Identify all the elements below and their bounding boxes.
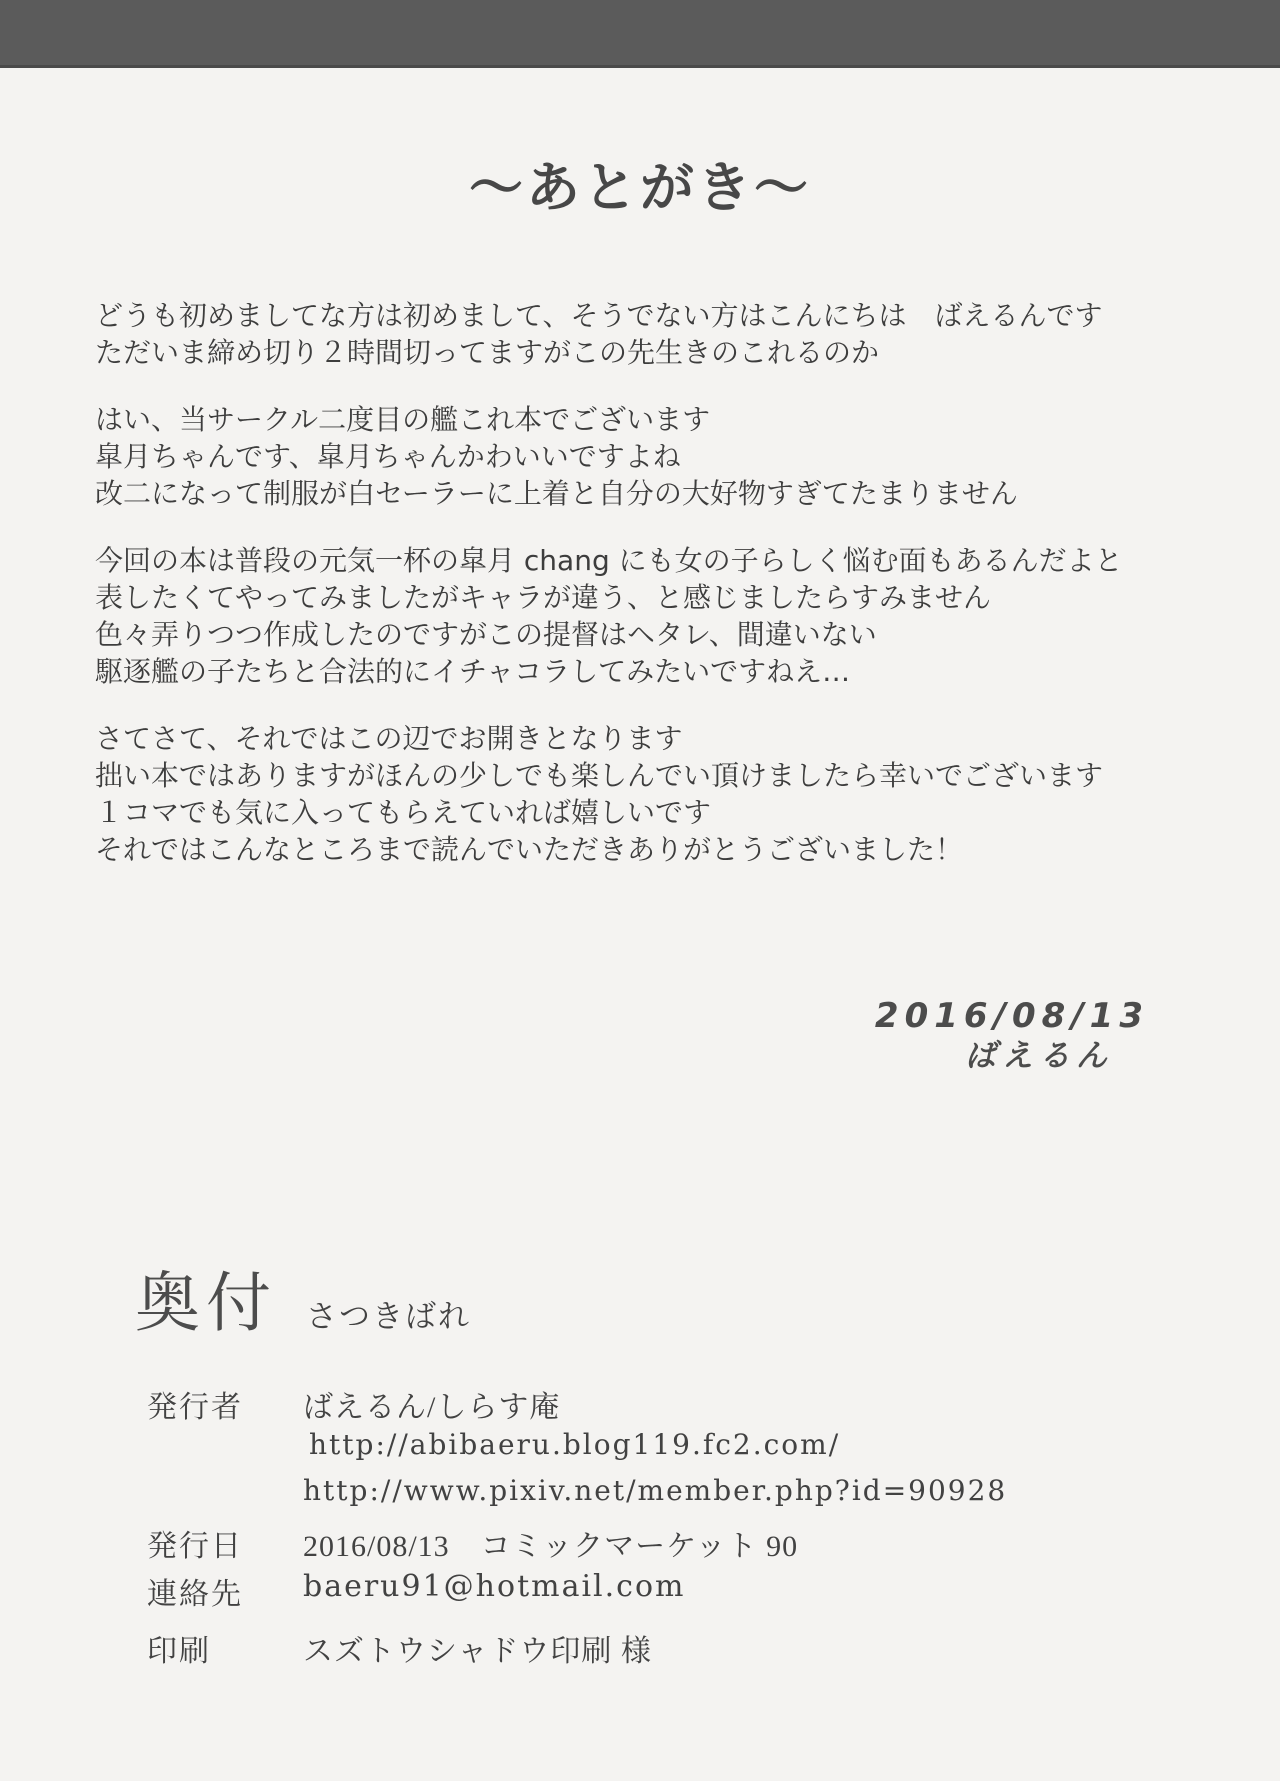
afterword-line: 表したくてやってみましたがキャラが違う、と感じましたらすみません [95,581,992,614]
colophon-heading: 奥付 [135,1268,278,1340]
afterword-line: 皐月ちゃんです、皐月ちゃんかわいいですよね [95,440,681,473]
afterword-title: ～あとがき～ [469,156,811,219]
signature-author: ばえるん [965,1038,1113,1074]
afterword-line: 今回の本は普段の元気一杯の皐月 chang にも女の子らしく悩む面もあるんだよと [95,544,1123,577]
afterword-line: どうも初めましてな方は初めまして、そうでない方はこんにちは ばえるんです [95,299,1103,332]
publication-date-label: 発行日 [147,1530,243,1563]
publication-date-value: 2016/08/13 コミックマーケット 90 [303,1530,799,1563]
afterword-line: 改二になって制服が白セーラーに上着と自分の大好物すぎてたまりません [95,477,1018,510]
blog-url: http://abibaeru.blog119.fc2.com/ [309,1428,841,1461]
contact-email: baeru91@hotmail.com [303,1569,686,1604]
afterword-line: さてさて、それではこの辺でお開きとなります [95,722,683,755]
printer-value: スズトウシャドウ印刷 様 [303,1635,652,1668]
afterword-line: それではこんなところまで読んでいただきありがとうございました！ [95,833,964,866]
afterword-line: はい、当サークル二度目の艦これ本でございます [95,403,711,436]
book-title: さつきばれ [306,1299,471,1334]
signature-date: 2016/08/13 [874,996,1149,1036]
afterword-line: 拙い本ではありますがほんの少しでも楽しんでい頂けましたら幸いでございます [95,759,1104,792]
publisher-label: 発行者 [147,1391,243,1424]
publisher-value: ばえるん/しらす庵 [303,1391,561,1424]
pixiv-url: http://www.pixiv.net/member.php?id=90928 [303,1474,1008,1507]
printer-label: 印刷 [147,1635,211,1668]
afterword-line: １コマでも気に入ってもらえていれば嬉しいです [95,796,712,829]
afterword-line: 駆逐艦の子たちと合法的にイチャコラしてみたいですねえ… [95,655,851,688]
afterword-line: ただいま締め切り２時間切ってますがこの先生きのこれるのか [95,336,880,369]
afterword-line: 色々弄りつつ作成したのですがこの提督はヘタレ、間違いない [95,618,877,651]
contact-label: 連絡先 [147,1578,243,1611]
